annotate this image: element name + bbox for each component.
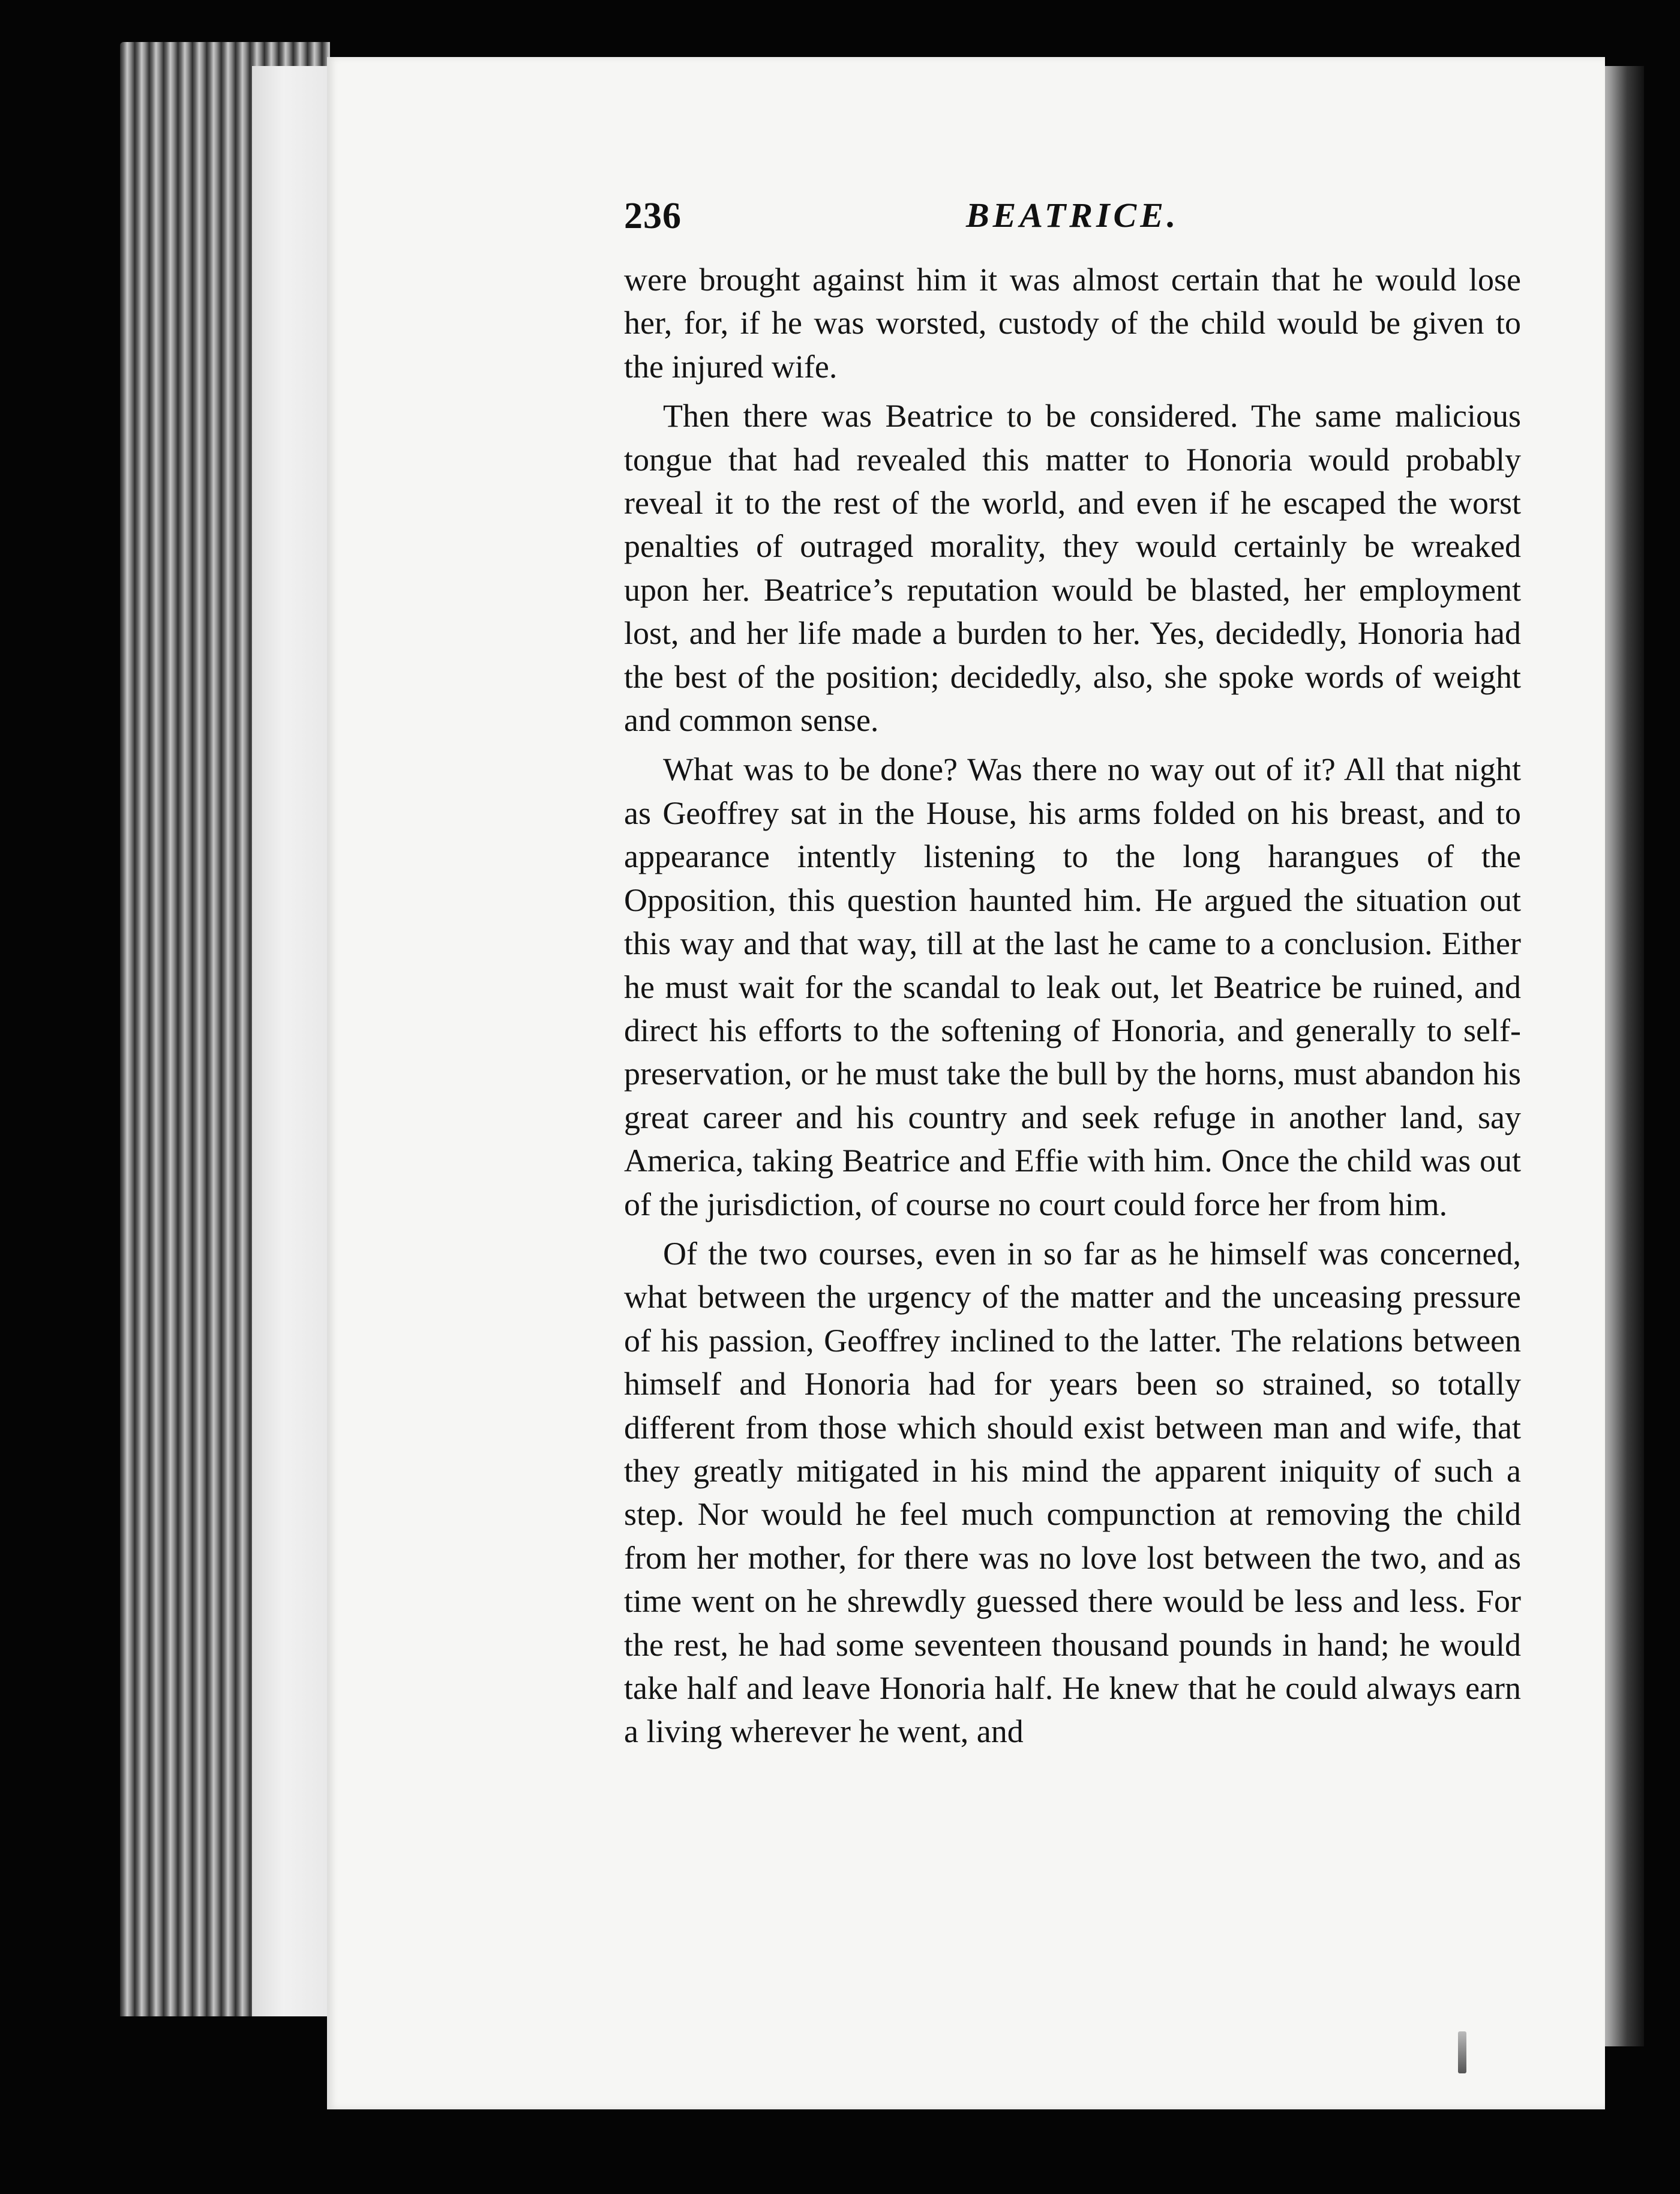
page-header	[624, 195, 1524, 249]
page-number: 236	[624, 196, 682, 236]
paragraph: Of the two courses, even in so far as he himself was concerned, what between the urgency of the matter and the unceasing pressure of his passion, Geoffrey inclined to the latter. The relations between himself and Honoria had for years been so strained, so totally different from those which should exist between man and wife, that they greatly mitigated in his mind the apparent iniquity of such a step. Nor would he feel much compunction at removing the child from her mother, for there was no love lost between the two, and as time went on he shrewdly guessed there would be less and less. For the rest, he had some seventeen thousand pounds in hand; he would take half and leave Honoria half. He knew that he could always earn a living wherever he went, and	[624, 1235, 1521, 1750]
paragraph: What was to be done? Was there no way out of it? All that night as Geoffrey sat in the House, his arms folded on his breast, and to appearance intently listening to the long harangues of the Opposition, this question haunted him. He argued the situation out this way and that way, till at the last he came to a conclusion. Either he must wait for the scandal to leak out, let Beatrice be ruined, and direct his efforts to the softening of Honoria, and generally to self-preservation, or he must take the bull by the horns, must abandon his great career and his country and seek refuge in another land, say America, taking Beatrice and Effie with him. Once the child was out of the jurisdiction, of course no court could force her from him.	[624, 751, 1521, 1222]
book-page-edges-inner	[252, 66, 330, 2016]
paragraph: Then there was Beatrice to be considered. The same malicious tongue that had revealed this matter to Honoria would probably reveal it to the rest of the world, and even if he escaped the worst penalties of outraged morality, they would certainly be wreaked upon her. Beatrice’s reputation would be blasted, her employment lost, and her life made a burden to her. Yes, decidedly, Honoria had the best of the position; decidedly, also, she spoke words of weight and common sense.	[624, 398, 1521, 739]
body-text	[624, 258, 1521, 1754]
running-head: BEATRICE.	[966, 196, 1180, 235]
scan-mark	[1458, 2031, 1466, 2073]
paragraph: were brought against him it was almost certain that he would lose her, for, if he was worsted, custody of the child would be given to the injured wife.	[624, 262, 1521, 385]
